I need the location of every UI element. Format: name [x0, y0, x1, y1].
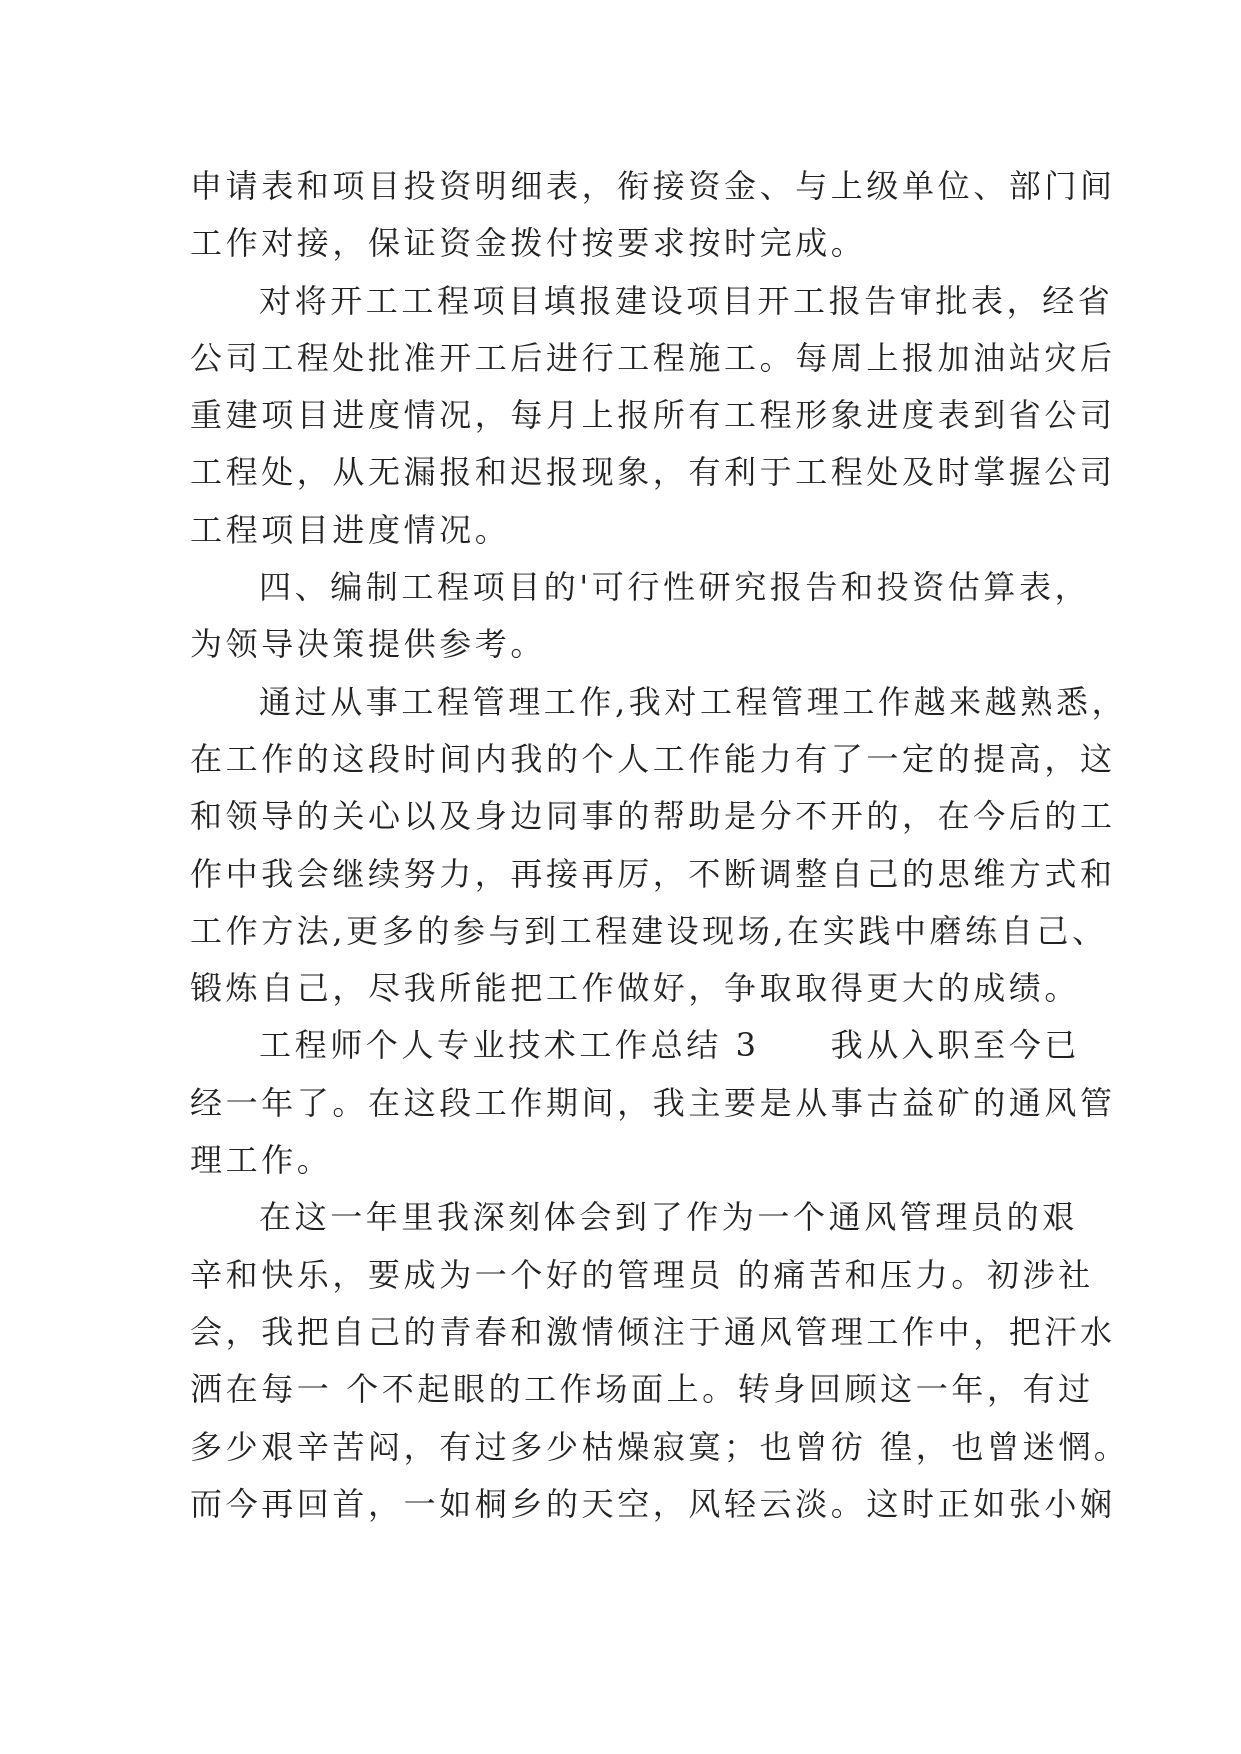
paragraph-first-line: 在这一年里我深刻体会到了作为一个通风管理员的艰 [259, 1198, 1078, 1237]
text-line: 在工作的这段时间内我的个人工作能力有了一定的提高，这 [190, 739, 1116, 778]
text-line: 经一年了。在这段工作期间，我主要是从事古益矿的通风管 [190, 1083, 1116, 1122]
text-line: 为领导决策提供参考。 [190, 625, 547, 664]
text-line: 工程处，从无漏报和迟报现象，有利于工程处及时掌握公司 [190, 453, 1116, 492]
text-line: 锻炼自己，尽我所能把工作做好，争取取得更大的成绩。 [190, 969, 1081, 1008]
text-line: 辛和快乐，要成为一个好的管理员 的痛苦和压力。初涉社 [190, 1255, 1094, 1294]
text-line: 重建项目进度情况，每月上报所有工程形象进度表到省公司 [190, 396, 1116, 435]
paragraph-first-line: 对将开工工程项目填报建设项目开工报告审批表，经省 [259, 281, 1114, 320]
text-line: 理工作。 [190, 1141, 333, 1180]
text-line: 而今再回首，一如桐乡的天空，风轻云淡。这时正如张小娴 [190, 1484, 1116, 1523]
text-line: 洒在每一 个不起眼的工作场面上。转身回顾这一年，有过 [190, 1370, 1094, 1409]
text-line: 公司工程处批准开工后进行工程施工。每周上报加油站灾后 [190, 338, 1116, 377]
text-line: 作中我会继续努力，再接再厉，不断调整自己的思维方式和 [190, 854, 1116, 893]
text-line: 工程项目进度情况。 [190, 510, 511, 549]
text-line: 工作方法,更多的参与到工程建设现场,在实践中磨练自己、 [190, 911, 1108, 950]
text-line: 工作对接，保证资金拨付按要求按时完成。 [190, 224, 867, 263]
text-line: 多少艰辛苦闷，有过多少枯燥寂寞；也曾彷 徨，也曾迷惘。 [190, 1427, 1130, 1466]
document-body [190, 158, 1130, 1533]
text-line: 和领导的关心以及身边同事的帮助是分不开的，在今后的工 [190, 797, 1116, 836]
paragraph-first-line: 通过从事工程管理工作,我对工程管理工作越来越熟悉， [259, 682, 1128, 721]
text-line: 申请表和项目投资明细表，衔接资金、与上级单位、部门间 [190, 167, 1116, 205]
text-line: 会，我把自己的青春和激情倾注于通风管理工作中，把汗水 [190, 1312, 1116, 1351]
paragraph-first-line: 四、编制工程项目的'可行性研究报告和投资估算表， [259, 568, 1091, 607]
section-heading-line: 工程师个人专业技术工作总结 3 我从入职至今已 [259, 1026, 1080, 1065]
